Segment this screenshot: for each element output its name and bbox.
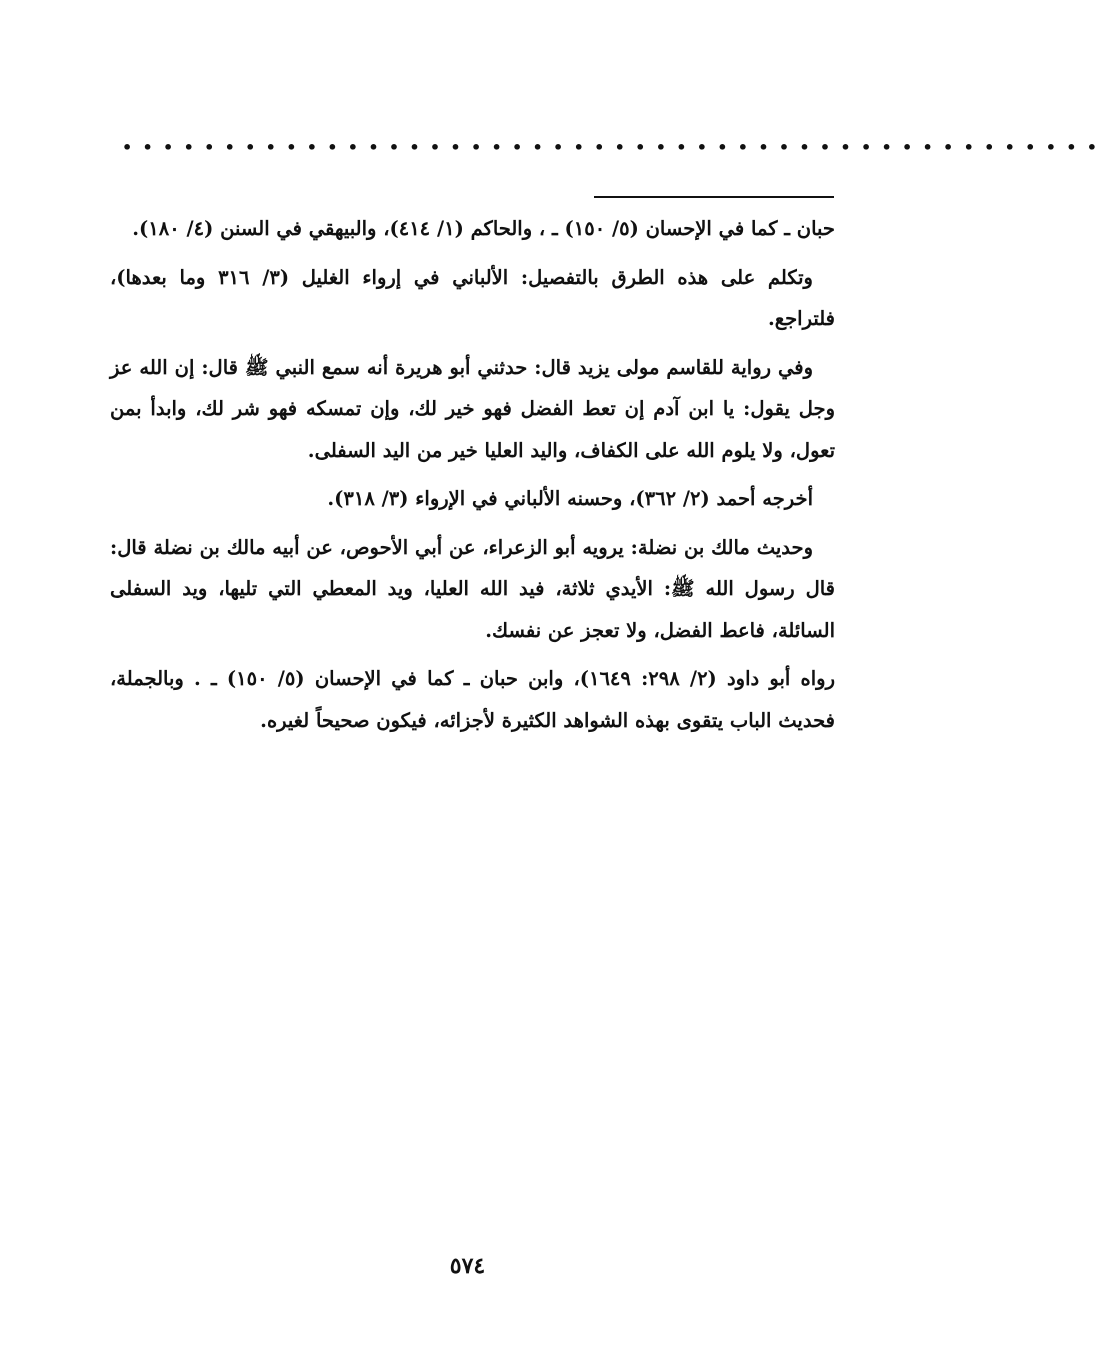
page-number: ٥٧٤ xyxy=(449,1253,486,1279)
paragraph-4: أخرجه أحمد (٢/ ٣٦٢)، وحسنه الألباني في الإرواء (٣/ ٣١٨). xyxy=(327,487,813,510)
paragraph-5: وحديث مالك بن نضلة: يرويه أبو الزعراء، عن أبي الأحوص، عن أبيه مالك بن نضلة قال: قال رسول الله ﷺ: الأيدي ثلاثة، فيد الله العليا، ويد المعطي التي تليها، ويد السفلى السائلة، فاعط الفضل، ولا تعجز عن نفسك. xyxy=(110,535,835,642)
footnote-text xyxy=(110,208,835,748)
paragraph-2: وتكلم على هذه الطرق بالتفصيل: الألباني في إرواء الغليل (٣/ ٣١٦ وما بعدها)، فلتراجع. xyxy=(110,265,835,330)
paragraph-3: وفي رواية للقاسم مولى يزيد قال: حدثني أبو هريرة أنه سمع النبي ﷺ قال: إن الله عز وجل يقول: يا ابن آدم إن تعط الفضل فهو خير لك، وإن تمسكه فهو شر لك، وابدأ بمن تعول، ولا يلوم الله على الكفاف، واليد العليا خير من اليد السفلى. xyxy=(110,355,835,462)
paragraph-6: رواه أبو داود (٢/ ٢٩٨: ١٦٤٩)، وابن حبان ـ كما في الإحسان (٥/ ١٥٠) ـ . وبالجملة، فحديث الباب يتقوى بهذه الشواهد الكثيرة لأجزائه، فيكون صحيحاً لغيره. xyxy=(110,667,835,732)
paragraph-1: حبان ـ كما في الإحسان (٥/ ١٥٠) ـ ، والحاكم (١/ ٤١٤)، والبيهقي في السنن (٤/ ١٨٠). xyxy=(132,217,835,240)
footnote-rule xyxy=(594,196,834,198)
dotted-separator: •••••••••••••••••••••••••••••••••••••••••••••••• xyxy=(122,138,1107,157)
